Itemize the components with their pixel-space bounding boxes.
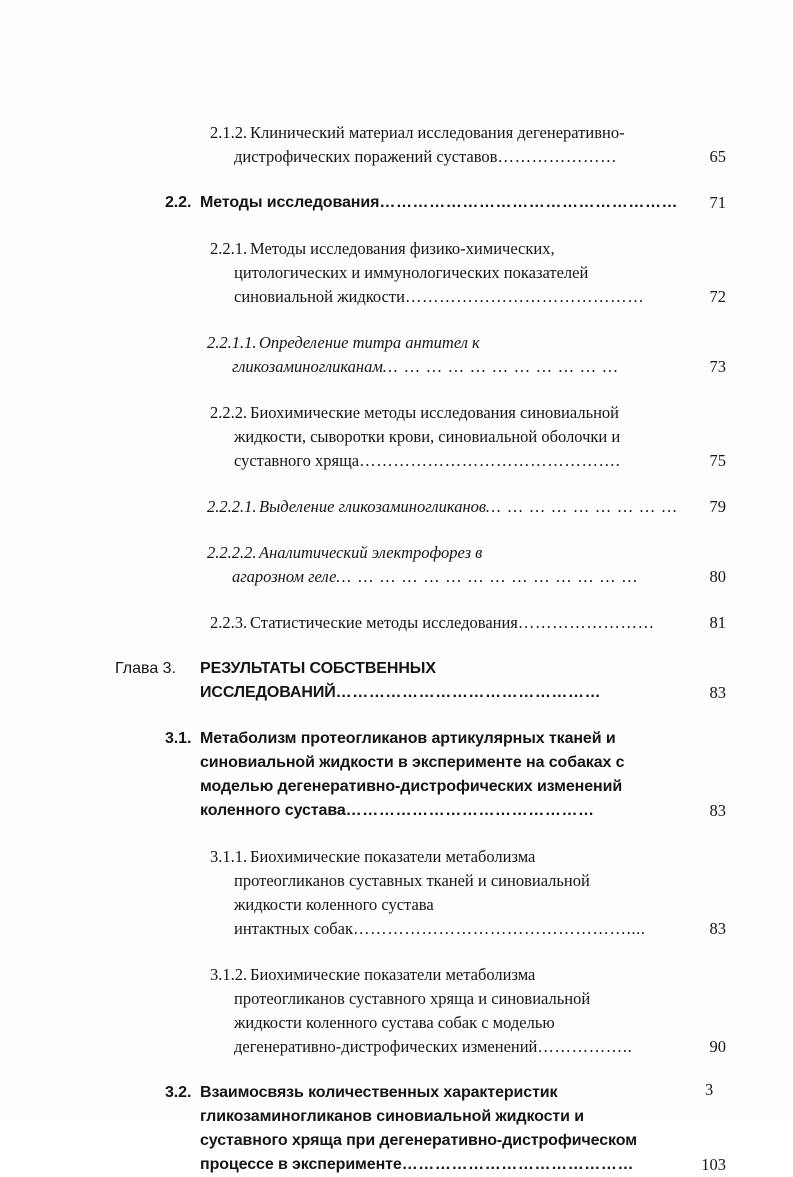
toc-entry-title-text: коленного сустава <box>200 802 346 819</box>
page-folio-number: 3 <box>705 1080 714 1099</box>
toc-entry-title-line <box>207 495 678 519</box>
toc-entry-title-line <box>200 1081 637 1105</box>
toc-entry-title-text: жидкости, сыворотки крови, синовиальной оболочки и <box>234 427 621 446</box>
toc-entry[interactable] <box>0 611 793 635</box>
toc-entry-title-text: Биохимические методы исследования синовиальной <box>250 403 620 422</box>
toc-entry-page-number[interactable]: 90 <box>709 1037 726 1056</box>
toc-entry-title-line <box>210 449 620 473</box>
toc-entry-title-line <box>210 145 625 169</box>
toc-entry-title-line <box>210 401 620 425</box>
toc-entry-title-text: процессе в эксперименте <box>200 1156 402 1173</box>
toc-entry-title-line <box>207 331 619 355</box>
toc-entry-title-line <box>210 425 620 449</box>
toc-entry-title-line <box>210 1035 632 1059</box>
toc-entry-title-line <box>210 121 625 145</box>
toc-entry-title <box>200 657 601 705</box>
toc-entry-page-number[interactable]: 79 <box>709 497 726 516</box>
toc-entry-title-text: Клинический материал исследования дегенеративно- <box>250 123 625 142</box>
toc-entry-title-text: агарозном геле <box>232 567 337 586</box>
toc-entry-title-line <box>200 799 624 823</box>
toc-entry-title-text: Биохимические показатели метаболизма <box>250 965 536 984</box>
toc-leader-dots: …………………… <box>517 613 655 632</box>
toc-entry[interactable] <box>0 845 793 941</box>
toc-leader-dots: ……………………………………… <box>345 802 595 819</box>
toc-entry-title-text: дистрофических поражений суставов <box>234 147 498 166</box>
toc-entry-title-text: Методы исследования <box>200 194 380 211</box>
toc-entry[interactable] <box>0 401 793 473</box>
toc-entry-title-line <box>210 237 644 261</box>
toc-entry-title-line <box>200 1153 637 1177</box>
toc-leader-dots: … … … … … … … … … … … … … … <box>336 567 639 586</box>
toc-entry[interactable] <box>0 121 793 169</box>
toc-entry-page-number[interactable]: 72 <box>709 287 726 306</box>
toc-entry-page-number[interactable]: 83 <box>709 919 726 938</box>
toc-entry[interactable] <box>0 191 793 215</box>
toc-entry-title <box>210 845 646 941</box>
toc-entry-title-text: жидкости коленного сустава <box>234 895 434 914</box>
toc-entry-number: 3.1. <box>165 730 192 747</box>
toc-entry-title-text: Определение титра антител к <box>259 333 480 352</box>
toc-entry-title-text: Статистические методы исследования <box>250 613 518 632</box>
toc-entry-page-number[interactable]: 71 <box>709 193 726 212</box>
toc-entry-title-text: Методы исследования физико-химических, <box>250 239 555 258</box>
toc-leader-dots: … … … … … … … … … … … <box>382 357 620 376</box>
toc-entry-number: 3.1.2. <box>210 965 248 984</box>
toc-entry-title-text: гликозаминогликанов синовиальной жидкости и <box>200 1108 584 1125</box>
toc-entry-title-text: протеогликанов суставного хряща и синовиальной <box>234 989 591 1008</box>
toc-entry-number: 2.1.2. <box>210 123 248 142</box>
toc-entry-title <box>210 963 632 1059</box>
toc-leader-dots: …………………………………… <box>404 287 645 306</box>
toc-entry-title-line <box>200 657 601 681</box>
toc-leader-dots: ……………………………………………… <box>379 194 679 211</box>
toc-entry-page-number[interactable]: 83 <box>709 801 726 820</box>
toc-entry-number: 2.2.3. <box>210 613 248 632</box>
toc-entry-page-number[interactable]: 80 <box>709 567 726 586</box>
toc-entry-title-text: синовиальной жидкости <box>234 287 405 306</box>
toc-entry-title-text: суставного хряща при дегенеративно-дистрофическом <box>200 1132 637 1149</box>
toc-entry-title-line <box>210 611 655 635</box>
toc-entry-number: 2.2.2.1. <box>207 497 257 516</box>
toc-entry[interactable] <box>0 657 793 705</box>
toc-entry-title <box>210 401 620 473</box>
toc-entry-title <box>210 611 655 635</box>
toc-leader-dots: ………………………………………… <box>335 684 602 701</box>
toc-leader-dots: ………………………………………. <box>359 451 621 470</box>
toc-entry-title-line <box>207 355 619 379</box>
toc-entry-title <box>207 541 639 589</box>
toc-leader-dots: ………………… <box>497 147 618 166</box>
toc-entry-title-text: Аналитический электрофорез в <box>259 543 483 562</box>
toc-entry-title-text: гликозаминогликанам <box>232 357 383 376</box>
toc-entry-number: 2.2.2. <box>210 403 248 422</box>
toc-entry-title-line <box>210 869 646 893</box>
toc-entry[interactable] <box>0 963 793 1059</box>
toc-entry-number: 2.2.1.1. <box>207 333 257 352</box>
toc-entry-title-line <box>207 565 639 589</box>
toc-entry-title-text: РЕЗУЛЬТАТЫ СОБСТВЕННЫХ <box>200 660 436 677</box>
toc-entry-number: 2.2.2.2. <box>207 543 257 562</box>
toc-entry-title-line <box>200 775 624 799</box>
toc-entry-title-text: Выделение гликозаминогликанов <box>259 497 487 516</box>
toc-entry-title-line <box>200 1129 637 1153</box>
toc-entry[interactable] <box>0 331 793 379</box>
toc-entry-page-number[interactable]: 83 <box>709 683 726 702</box>
toc-entry-page-number[interactable]: 81 <box>709 613 726 632</box>
toc-entry-title-text: синовиальной жидкости в эксперименте на собаках с <box>200 754 625 771</box>
toc-entry-title-text: Взаимосвязь количественных характеристик <box>200 1084 558 1101</box>
toc-entry-title-text: цитологических и иммунологических показателей <box>234 263 589 282</box>
toc-entry-title-text: суставного хряща <box>234 451 360 470</box>
toc-entry-page-number[interactable]: 73 <box>709 357 726 376</box>
toc-entry-page-number[interactable]: 75 <box>709 451 726 470</box>
toc-entry-title <box>200 191 678 215</box>
toc-entry-page-number[interactable]: 65 <box>709 147 726 166</box>
toc-entry-title-line <box>200 1105 637 1129</box>
toc-entry-title-line <box>207 541 639 565</box>
toc-entry-title-line <box>210 963 632 987</box>
toc-entry-title-line <box>210 917 646 941</box>
toc-entry-title-text: протеогликанов суставных тканей и синовиальной <box>234 871 590 890</box>
toc-entry-title <box>210 121 625 169</box>
toc-entry[interactable] <box>0 727 793 823</box>
toc-leader-dots: … … … … … … … … … <box>486 497 679 516</box>
toc-entry-number: Глава 3. <box>115 660 177 677</box>
toc-leader-dots: …………………………………… <box>401 1156 635 1173</box>
toc-entry-title-text: Метаболизм протеогликанов артикулярных тканей и <box>200 730 616 747</box>
toc-entry-title-line <box>210 987 632 1011</box>
toc-entry-number: 3.2. <box>165 1084 192 1101</box>
toc-entry-title <box>207 331 619 379</box>
toc-entry-title-text: моделью дегенеративно-дистрофических изменений <box>200 778 623 795</box>
toc-entry-title <box>200 727 624 823</box>
toc-entry-title <box>210 237 644 309</box>
toc-entry-title-line <box>200 191 678 215</box>
toc-entry[interactable] <box>0 541 793 589</box>
toc-entry[interactable] <box>0 237 793 309</box>
toc-entry[interactable] <box>0 495 793 519</box>
toc-entry-title-text: дегенеративно-дистрофических изменений <box>234 1037 538 1056</box>
toc-entry-title-text: ИССЛЕДОВАНИЙ <box>200 684 336 701</box>
toc-entry-title <box>207 495 678 519</box>
toc-entry-title-line <box>210 1011 632 1035</box>
toc-entry-number: 2.2. <box>165 194 192 211</box>
toc-entry-number: 2.2.1. <box>210 239 248 258</box>
toc-entry-title-line <box>210 261 644 285</box>
toc-leader-dots: ………………………………………….... <box>353 919 646 938</box>
toc-entry-title-text: интактных собак <box>234 919 354 938</box>
toc-entry-title-text: жидкости коленного сустава собак с моделью <box>234 1013 555 1032</box>
toc-entry-title-line <box>210 845 646 869</box>
toc-entry-title-line <box>200 681 601 705</box>
toc-entry-number: 3.1.1. <box>210 847 248 866</box>
toc-entry[interactable] <box>0 1081 793 1177</box>
toc-entry-title-text: Биохимические показатели метаболизма <box>250 847 536 866</box>
toc-entry-page-number[interactable]: 103 <box>701 1155 726 1174</box>
toc-entry-title-line <box>210 285 644 309</box>
toc-entry-title-line <box>210 893 646 917</box>
toc-entry-title-line <box>200 727 624 751</box>
toc-entry-title-line <box>200 751 624 775</box>
toc-entry-title <box>200 1081 637 1177</box>
toc-leader-dots: …………….. <box>537 1037 633 1056</box>
